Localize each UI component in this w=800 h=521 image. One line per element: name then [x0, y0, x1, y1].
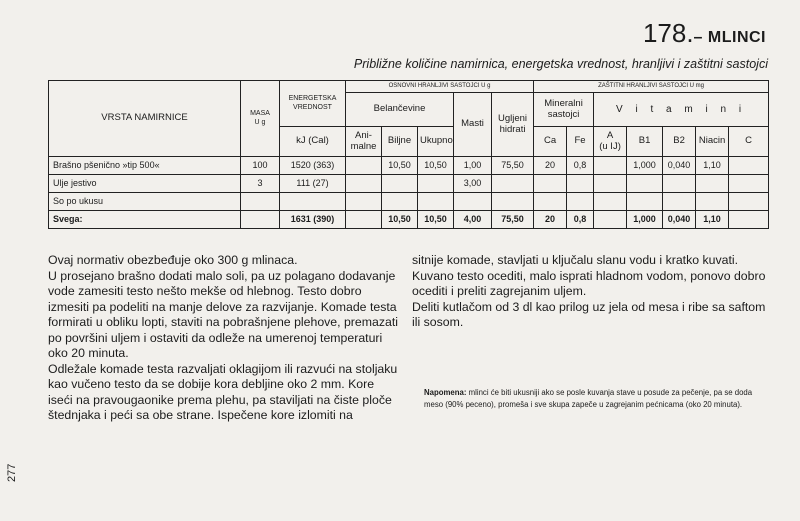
cell-biljne: 10,50 [382, 157, 418, 175]
cell-b2: 0,040 [663, 157, 696, 175]
cell-kj: 1631 (390) [280, 211, 346, 229]
cell-b2 [663, 175, 696, 193]
header-kj: kJ (Cal) [280, 127, 346, 157]
header-osnovni: OSNOVNI HRANLJIVI SASTOJCI U g [346, 81, 534, 93]
cell-masa: 100 [241, 157, 280, 175]
table-caption: Približne količine namirnica, energetska vrednost, hranljivi i zaštitni sastojci [353, 57, 768, 71]
header-niacin: Niacin [696, 127, 729, 157]
cell-masa: 3 [241, 175, 280, 193]
cell-ani [346, 175, 382, 193]
paragraph: Deliti kutlačom od 3 dl kao prilog uz jela od mesa i ribe sa saftom ili sosom. [412, 299, 766, 329]
cell-b1: 1,000 [627, 157, 663, 175]
cell-ca: 20 [534, 211, 567, 229]
header-b2: B2 [663, 127, 696, 157]
cell-ca [534, 175, 567, 193]
cell-ca [534, 193, 567, 211]
cell-ukupno: 10,50 [418, 157, 454, 175]
header-energetska: ENERGETSKA VREDNOST [280, 81, 346, 127]
cell-c [729, 175, 769, 193]
recipe-number: 178. [642, 18, 694, 48]
cell-ugljeni [492, 175, 534, 193]
cell-name: Brašno pšenično »tip 500« [49, 157, 241, 175]
cell-a [594, 157, 627, 175]
header-masa: MASA U g [241, 81, 280, 157]
total-row [49, 211, 769, 229]
cell-fe [567, 193, 594, 211]
cell-ukupno [418, 193, 454, 211]
cell-niacin [696, 193, 729, 211]
cell-ani [346, 193, 382, 211]
instructions-left-column [48, 253, 398, 424]
header-masti: Masti [454, 93, 492, 157]
cell-a [594, 175, 627, 193]
header-ca: Ca [534, 127, 567, 157]
footnote [424, 387, 764, 410]
cell-ca: 20 [534, 157, 567, 175]
cell-b2 [663, 193, 696, 211]
footnote-text: mlinci će biti ukusniji ako se posle kuvanja stave u posude za pečenje, pa se doda meso (90% peceno), promeša i sve skupa zapeče u zagrejanim pećnicama (oko 20 minuta). [424, 388, 753, 409]
cell-a [594, 211, 627, 229]
cell-ugljeni [492, 193, 534, 211]
cell-masti: 1,00 [454, 157, 492, 175]
cell-ugljeni: 75,50 [492, 157, 534, 175]
cell-masti: 3,00 [454, 175, 492, 193]
cell-b1 [627, 175, 663, 193]
cell-masa [241, 193, 280, 211]
header-c: C [729, 127, 769, 157]
paragraph: Odležale komade testa razvaljati oklagijom ili razvući na stoljaku kao vučeno testo da se dobije kora debljine oko 2 mm. Kore iseći na pravougaonike prema plehu, pa staviljati na čiste ploče štednjaka i peći sa obe strane. Ispečene kore izlomiti na [48, 361, 398, 422]
header-b1: B1 [627, 127, 663, 157]
cell-fe: 0,8 [567, 157, 594, 175]
header-animalne: Ani- malne [346, 127, 382, 157]
cell-a [594, 193, 627, 211]
cell-b2: 0,040 [663, 211, 696, 229]
recipe-title [643, 18, 766, 49]
cell-masti: 4,00 [454, 211, 492, 229]
cell-fe: 0,8 [567, 211, 594, 229]
paragraph: sitnije komade, stavljati u ključalu slanu vodu i kratko kuvati. Kuvano testo oceditі, malo isprati hladnom vodom, ponovo dobro oceditі i preliti zagrejanim uljem. [412, 253, 766, 298]
header-fe: Fe [567, 127, 594, 157]
table-row [49, 193, 769, 211]
cell-ugljeni: 75,50 [492, 211, 534, 229]
page-number: 277 [6, 463, 18, 482]
nutrition-table [48, 80, 769, 229]
cell-ukupno: 10,50 [418, 211, 454, 229]
header-mineralni: Mineralni sastojci [534, 93, 594, 127]
cell-masti [454, 193, 492, 211]
cell-name: So po ukusu [49, 193, 241, 211]
header-ukupno: Ukupno [418, 127, 454, 157]
cell-b1 [627, 193, 663, 211]
header-vrsta: VRSTA NAMIRNICE [49, 81, 241, 157]
cell-niacin [696, 175, 729, 193]
header-belancevine: Belančevine [346, 93, 454, 127]
cell-c [729, 157, 769, 175]
table-row [49, 175, 769, 193]
header-zastitni: ZAŠTITNI HRANLJIVI SASTOJCI U mg [534, 81, 769, 93]
paragraph: U prosejano brašno dodati malo soli, pa uz polagano dodavanje vode zamesiti testo nešto mekše od hlebnog. Testo dobro izmesiti pa podeliti na manje delove za razvijanje. Komade testa formirati u obliku lopti, staviti na pobrašnjene plehove, premazati po površini uljem i ostaviti da odleže na umerenoj temperaturi oko 20 minuta. [48, 268, 398, 360]
cell-fe [567, 175, 594, 193]
table-row [49, 157, 769, 175]
cell-ukupno [418, 175, 454, 193]
cell-biljne: 10,50 [382, 211, 418, 229]
header-vitamini: V i t a m i n i [594, 93, 769, 127]
cell-name: Svega: [49, 211, 241, 229]
cell-ani [346, 157, 382, 175]
header-vitamin-a: A (u IJ) [594, 127, 627, 157]
cell-ani [346, 211, 382, 229]
cell-b1: 1,000 [627, 211, 663, 229]
header-biljne: Biljne [382, 127, 418, 157]
cell-kj: 111 (27) [280, 175, 346, 193]
cell-masa [241, 211, 280, 229]
cell-kj [280, 193, 346, 211]
cell-kj: 1520 (363) [280, 157, 346, 175]
cell-name: Ulje jestivo [49, 175, 241, 193]
cell-biljne [382, 175, 418, 193]
cell-biljne [382, 193, 418, 211]
recipe-name: – MLINCI [693, 29, 766, 46]
header-ugljeni-hidrati: Ugljeni hidrati [492, 93, 534, 157]
paragraph: Ovaj normativ obezbeđuje oko 300 g mlinaca. [48, 253, 298, 267]
cell-niacin: 1,10 [696, 211, 729, 229]
instructions-right-column [412, 253, 768, 331]
cell-c [729, 211, 769, 229]
footnote-label: Napomena: [424, 388, 467, 397]
cell-niacin: 1,10 [696, 157, 729, 175]
cell-c [729, 193, 769, 211]
